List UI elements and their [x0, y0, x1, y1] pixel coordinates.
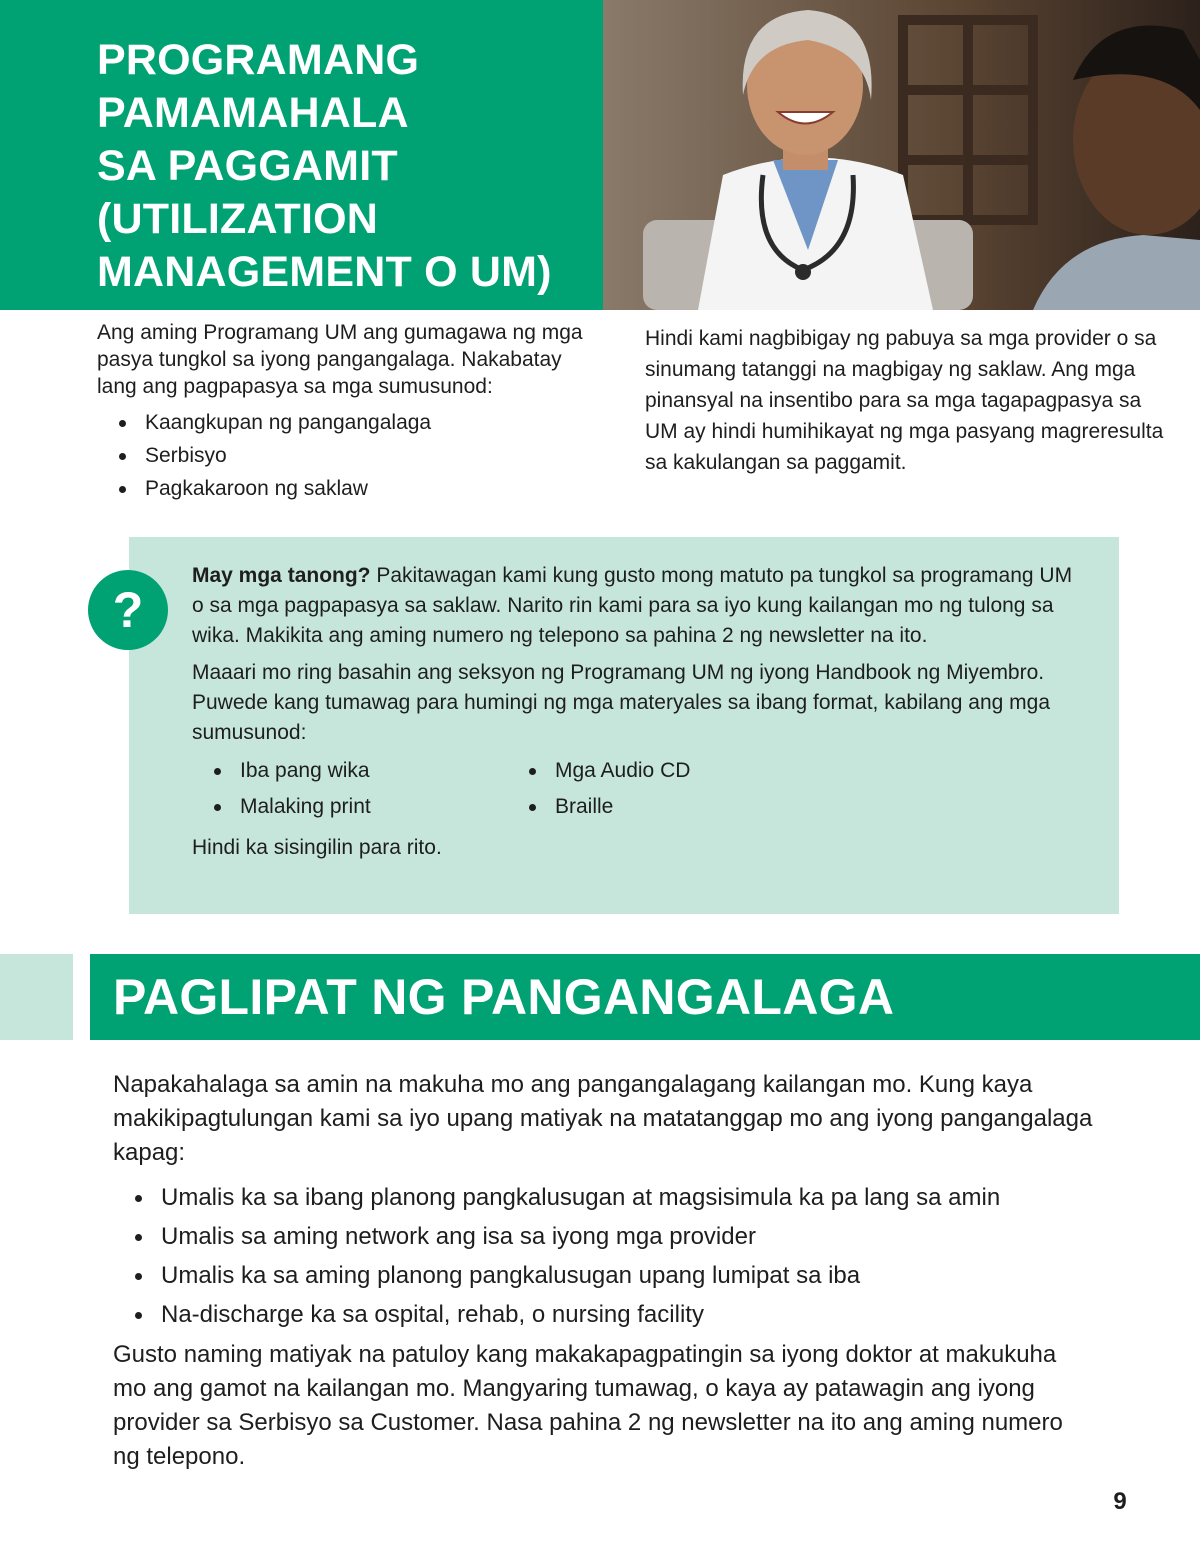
transition-closing: Gusto naming matiyak na patuloy kang makakapagpatingin sa iyong doktor at makukuha mo ang gamot na kailangan mo. Mangyaring tumawag, o kaya ay patawagin ang iyong provider sa Serbisyo sa Customer. Nasa pahina 2 ng newsletter na ito ang aming numero ng telepono. [113, 1341, 1063, 1470]
callout-lead-paragraph [192, 561, 1079, 651]
um-title-block [0, 0, 603, 310]
transition-heading: PAGLIPAT NG PANGANGALAGA [113, 969, 895, 1025]
list-item: Kaangkupan ng pangangalaga [97, 406, 597, 439]
page-number: 9 [1113, 1488, 1127, 1515]
transition-body [113, 1068, 1093, 1474]
transition-conditions-list [113, 1178, 1093, 1334]
list-item: Umalis ka sa ibang planong pangkalusugan at magsisimula ka pa lang sa amin [113, 1178, 1093, 1217]
um-section-title: PROGRAMANG PAMAMAHALA SA PAGGAMIT (UTILIZATION MANAGEMENT O UM) [97, 36, 552, 296]
um-incentive-text: Hindi kami nagbibigay ng pabuya sa mga provider o sa sinumang tatanggi na magbigay ng saklaw. Ang mga pinansyal na insentibo para sa mga tagapagpasya sa UM ay hindi humihikayat ng mga pasyang magreresulta sa kakulangan sa paggamit. [645, 327, 1164, 474]
list-item: Iba pang wika [192, 755, 507, 787]
callout-lead-bold: May mga tanong? [192, 564, 371, 587]
callout-footer: Hindi ka sisingilin para rito. [192, 836, 442, 859]
list-item: Malaking print [192, 791, 507, 823]
um-intro-column [97, 319, 597, 505]
format-list [192, 755, 1079, 823]
list-item: Pagkakaroon ng saklaw [97, 472, 597, 505]
list-item: Umalis sa aming network ang isa sa iyong mga provider [113, 1217, 1093, 1256]
um-criteria-list [97, 406, 597, 505]
list-item: Umalis ka sa aming planong pangkalusugan upang lumipat sa iba [113, 1256, 1093, 1295]
callout-handbook-paragraph: Maaari mo ring basahin ang seksyon ng Programang UM ng iyong Handbook ng Miyembro. Puwede kang tumawag para humingi ng mga materyales sa ibang format, kabilang ang mga sumusunod: [192, 661, 1050, 744]
transition-heading-bar [90, 954, 1200, 1040]
list-item: Mga Audio CD [507, 755, 807, 787]
callout-lead-text: Pakitawagan kami kung gusto mong matuto pa tungkol sa programang UM o sa mga pagpapasya sa saklaw. Narito rin kami para sa iyo kung kailangan mo ng tulong sa wika. Makikita ang aming numero ng telepono sa pahina 2 ng newsletter na ito. [192, 564, 1073, 647]
section-accent-block [0, 954, 73, 1040]
um-intro-text: Ang aming Programang UM ang gumagawa ng mga pasya tungkol sa iyong pangangalaga. Nakabatay lang ang pagpapasya sa mga sumusunod: [97, 321, 583, 398]
list-item: Na-discharge ka sa ospital, rehab, o nursing facility [113, 1295, 1093, 1334]
question-icon: ? [88, 570, 168, 650]
photo-illustration [603, 0, 1200, 310]
doctor-patient-photo [603, 0, 1200, 310]
transition-intro: Napakahalaga sa amin na makuha mo ang pangangalagang kailangan mo. Kung kaya makikipagtulungan kami sa iyo upang matiyak na matatanggap mo ang iyong pangangalaga kapag: [113, 1071, 1093, 1166]
list-item: Serbisyo [97, 439, 597, 472]
list-item: Braille [507, 791, 807, 823]
questions-callout [129, 537, 1119, 914]
